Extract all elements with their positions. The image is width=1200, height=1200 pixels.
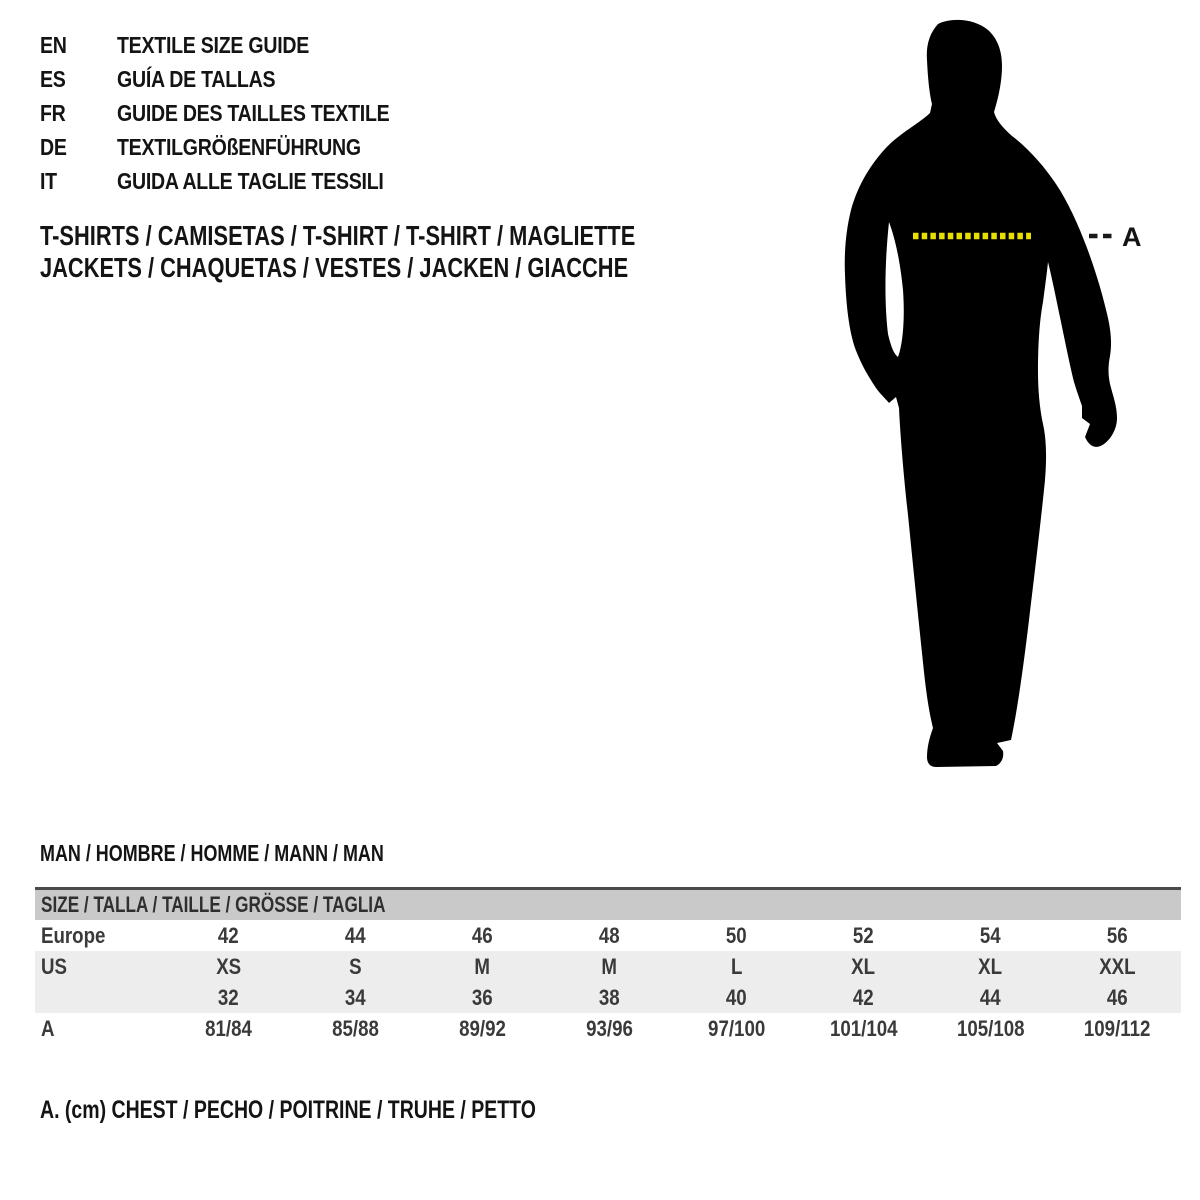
man-silhouette [845, 20, 1117, 767]
row-label: US [41, 954, 67, 979]
product-line-jackets: JACKETS / CHAQUETAS / VESTES / JACKEN / GIACCHE [40, 252, 629, 283]
measurement-footnote: A. (cm) CHEST / PECHO / POITRINE / TRUHE / PETTO [40, 1096, 536, 1124]
section-title-man: MAN / HOMBRE / HOMME / MANN / MAN [40, 840, 384, 866]
table-row-us: US XS S M M L XL XL XXL [35, 951, 1181, 982]
language-row-it [40, 164, 438, 198]
row-label: Europe [41, 923, 106, 948]
language-row-fr [40, 96, 438, 130]
guide-title: GUIDE DES TAILLES TEXTILE [117, 100, 390, 126]
guide-title: GUIDA ALLE TAGLIE TESSILI [117, 168, 384, 194]
size-table [35, 887, 1181, 1044]
guide-title: GUÍA DE TALLAS [117, 66, 276, 92]
language-code: DE [40, 134, 67, 160]
language-code: FR [40, 100, 66, 126]
product-categories [40, 220, 803, 284]
language-row-en [40, 28, 438, 62]
row-label: A [41, 1016, 55, 1041]
language-code: IT [40, 168, 57, 194]
language-row-es [40, 62, 438, 96]
language-row-de [40, 130, 438, 164]
language-code: EN [40, 32, 67, 58]
language-list [40, 28, 438, 198]
size-table-header: SIZE / TALLA / TAILLE / GRÖSSE / TAGLIA [35, 887, 1181, 920]
product-line-tshirts: T-SHIRTS / CAMISETAS / T-SHIRT / T-SHIRT / MAGLIETTE [40, 220, 636, 251]
table-row-chest-a: A 81/84 85/88 89/92 93/96 97/100 101/104 105/108 109/112 [35, 1013, 1181, 1044]
table-row-numeric: 32 34 36 38 40 42 44 46 [35, 982, 1181, 1013]
measurement-label-a: A [1122, 222, 1142, 252]
body-silhouette-figure [835, 5, 1150, 785]
guide-title: TEXTILGRÖßENFÜHRUNG [117, 134, 361, 160]
row-label [35, 982, 165, 1013]
table-row-europe: Europe 42 44 46 48 50 52 54 56 [35, 920, 1181, 951]
guide-title: TEXTILE SIZE GUIDE [117, 32, 310, 58]
language-code: ES [40, 66, 66, 92]
